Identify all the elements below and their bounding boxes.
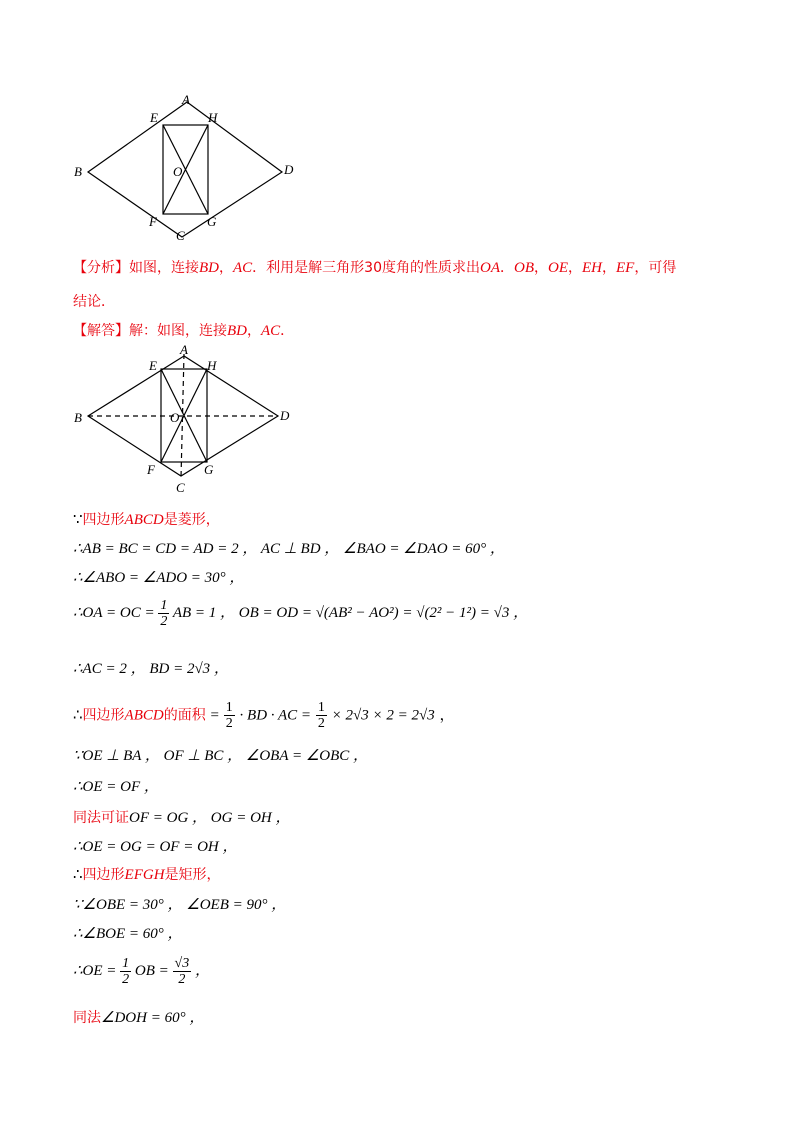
analysis-line-2: 结论． bbox=[73, 294, 115, 310]
label-o: O bbox=[173, 164, 183, 179]
svg-text:O: O bbox=[170, 410, 180, 425]
step-3: ∴∠ABO = ∠ADO = 30° ， bbox=[73, 570, 245, 586]
step-5: ∴AC = 2 ， BD = 2√3 ， bbox=[73, 661, 229, 677]
label-f: F bbox=[149, 214, 157, 229]
svg-text:C: C bbox=[176, 480, 185, 495]
analysis-tag: 【分析】 bbox=[73, 260, 129, 276]
answer-line: 【解答】解：如图，连接BD，AC． bbox=[73, 323, 295, 339]
svg-text:E: E bbox=[149, 358, 157, 373]
step-13: ∴∠BOE = 60° ， bbox=[73, 926, 183, 942]
step-4: ∴OA = OC = $\frac{1}{2}$ AB = 1 ， OB = OD = √(AB² − AO²) = √(2² − 1²) = √3 ， bbox=[73, 598, 529, 629]
label-d: D bbox=[284, 162, 294, 177]
analysis-line-1: 【分析】如图，连接BD，AC．利用是解三角形30度角的性质求出OA．OB，OE，EH，EF，可得 bbox=[73, 260, 677, 276]
label-h: H bbox=[208, 110, 218, 125]
step-10: ∴OE = OG = OF = OH ， bbox=[73, 839, 238, 855]
svg-text:D: D bbox=[280, 408, 290, 423]
fraction-one-half: $\frac{1}{2}$ bbox=[160, 598, 168, 629]
step-12: ∵∠OBE = 30° ， ∠OEB = 90° ， bbox=[73, 897, 287, 913]
label-c: C bbox=[176, 228, 185, 242]
svg-text:B: B bbox=[74, 410, 82, 425]
rhombus-figure-2 bbox=[70, 340, 310, 495]
label-b: B bbox=[74, 164, 82, 179]
svg-text:F: F bbox=[147, 462, 155, 477]
step-2: ∴AB = BC = CD = AD = 2 ， AC ⊥ BD ， ∠BAO = ∠DAO = 60° ， bbox=[73, 541, 505, 557]
step-15: 同法∠DOH = 60° ， bbox=[73, 1010, 205, 1026]
label-e: E bbox=[150, 110, 158, 125]
svg-text:A: A bbox=[180, 342, 188, 357]
answer-tag: 【解答】 bbox=[73, 323, 129, 339]
label-g: G bbox=[207, 214, 217, 229]
rhombus-figure-1 bbox=[70, 92, 310, 242]
step-6: ∴四边形ABCD的面积 = $\frac{1}{2}$ · BD · AC = $\frac{1}{2}$ × 2√3 × 2 = 2√3 ， bbox=[73, 700, 455, 731]
step-11: ∴四边形EFGH是矩形， bbox=[73, 867, 221, 883]
svg-text:G: G bbox=[204, 462, 214, 477]
step-9: 同法可证OF = OG ， OG = OH ， bbox=[73, 810, 291, 826]
step-1: ∵四边形ABCD是菱形， bbox=[73, 512, 220, 528]
step-8: ∴OE = OF ， bbox=[73, 779, 159, 795]
svg-text:H: H bbox=[207, 358, 217, 373]
label-a: A bbox=[182, 92, 190, 107]
step-14: ∴OE = $\frac{1}{2}$ OB = $\frac{√3}{2}$ ， bbox=[73, 956, 210, 987]
step-7: ∵OE ⊥ BA ， OF ⊥ BC ， ∠OBA = ∠OBC ， bbox=[73, 748, 369, 764]
